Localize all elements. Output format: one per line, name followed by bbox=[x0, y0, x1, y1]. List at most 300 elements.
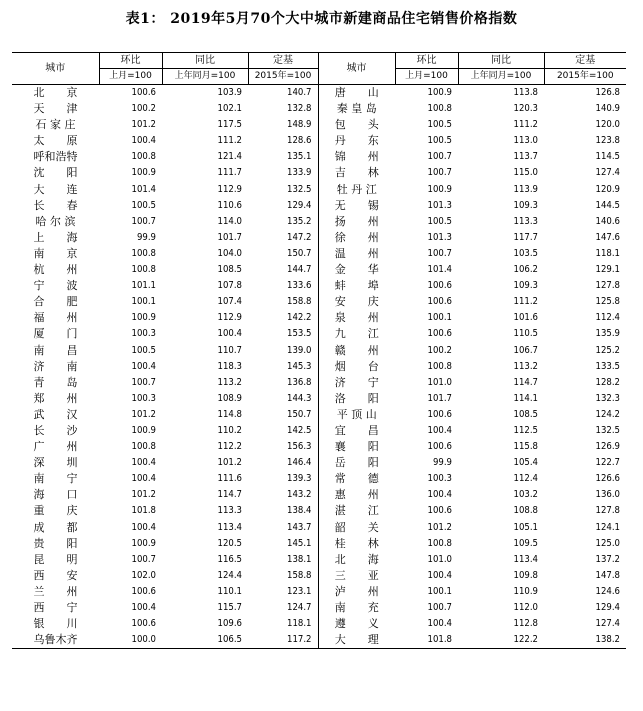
cell-base-left: 150.7 bbox=[287, 408, 312, 420]
cell-base-right: 118.1 bbox=[595, 247, 620, 259]
cell-city-left: 沈 阳 bbox=[33, 166, 78, 180]
cell-city-left: 合 肥 bbox=[33, 295, 78, 309]
cell-yoy-left: 113.3 bbox=[217, 505, 242, 517]
cell-mom-left: 100.5 bbox=[131, 344, 156, 356]
cell-city-left: 宁 波 bbox=[33, 279, 78, 293]
cell-yoy-right: 113.3 bbox=[513, 215, 538, 227]
header-mom-sub-left: 上月=100 bbox=[99, 69, 162, 85]
cell-yoy-right: 115.8 bbox=[513, 441, 538, 453]
cell-yoy-left: 107.8 bbox=[217, 280, 242, 292]
table-row bbox=[12, 552, 626, 568]
cell-base-left: 140.7 bbox=[287, 87, 312, 98]
cell-yoy-left: 108.9 bbox=[217, 392, 242, 404]
cell-mom-right: 101.0 bbox=[427, 376, 452, 388]
table-row bbox=[12, 439, 626, 455]
cell-yoy-right: 114.1 bbox=[513, 392, 538, 404]
cell-city-left: 大 连 bbox=[33, 182, 78, 196]
cell-mom-left: 100.3 bbox=[131, 328, 156, 340]
table-row bbox=[12, 230, 626, 246]
cell-yoy-left: 104.0 bbox=[217, 247, 242, 259]
cell-yoy-right: 108.8 bbox=[513, 505, 538, 517]
cell-mom-right: 100.6 bbox=[427, 441, 452, 453]
cell-yoy-left: 118.3 bbox=[217, 360, 242, 372]
header-yoy-left: 同比 bbox=[162, 53, 248, 69]
header-row bbox=[12, 53, 626, 69]
cell-mom-right: 100.6 bbox=[427, 505, 452, 517]
cell-base-right: 127.4 bbox=[595, 167, 620, 179]
cell-city-left: 郑 州 bbox=[33, 391, 78, 405]
cell-yoy-left: 110.2 bbox=[217, 424, 242, 436]
cell-base-right: 123.8 bbox=[595, 135, 620, 147]
cell-base-left: 132.5 bbox=[287, 183, 312, 195]
cell-base-left: 158.8 bbox=[287, 296, 312, 308]
cell-city-left: 杭 州 bbox=[33, 263, 78, 277]
header-base-left: 定基 bbox=[248, 53, 318, 69]
cell-mom-right: 100.6 bbox=[427, 280, 452, 292]
cell-city-left: 武 汉 bbox=[33, 407, 78, 421]
cell-base-left: 128.6 bbox=[287, 135, 312, 147]
cell-yoy-left: 100.4 bbox=[217, 328, 242, 340]
cell-mom-right: 100.4 bbox=[427, 618, 452, 630]
cell-mom-right: 100.4 bbox=[427, 569, 452, 581]
cell-city-right: 洛 阳 bbox=[318, 391, 395, 407]
cell-city-left: 哈 尔 滨 bbox=[35, 214, 76, 228]
cell-mom-left: 102.0 bbox=[131, 569, 156, 581]
cell-yoy-left: 110.1 bbox=[217, 585, 242, 597]
cell-yoy-left: 108.5 bbox=[217, 264, 242, 276]
cell-yoy-left: 103.9 bbox=[217, 87, 242, 98]
cell-mom-left: 100.4 bbox=[131, 457, 156, 469]
cell-yoy-right: 122.2 bbox=[458, 632, 544, 649]
table-row bbox=[12, 520, 626, 536]
cell-mom-right: 100.8 bbox=[427, 537, 452, 549]
cell-city-right: 惠 州 bbox=[318, 487, 395, 503]
cell-mom-right: 101.3 bbox=[427, 231, 452, 243]
header-city-left: 城市 bbox=[12, 53, 99, 85]
cell-base-right: 128.2 bbox=[595, 376, 620, 388]
cell-yoy-right: 110.5 bbox=[513, 328, 538, 340]
cell-yoy-right: 113.9 bbox=[513, 183, 538, 195]
table-row bbox=[12, 165, 626, 181]
table-row bbox=[12, 471, 626, 487]
cell-base-left: 118.1 bbox=[287, 618, 312, 630]
cell-mom-right: 100.4 bbox=[427, 489, 452, 501]
cell-mom-left: 100.9 bbox=[131, 424, 156, 436]
cell-city-right: 大 理 bbox=[318, 632, 395, 649]
cell-base-left: 123.1 bbox=[287, 585, 312, 597]
table-row bbox=[12, 407, 626, 423]
cell-base-right: 120.9 bbox=[595, 183, 620, 195]
table-row bbox=[12, 326, 626, 342]
cell-base-left: 135.2 bbox=[287, 215, 312, 227]
cell-yoy-right: 113.7 bbox=[513, 151, 538, 163]
cell-base-right: 127.8 bbox=[595, 280, 620, 292]
price-index-table bbox=[12, 52, 626, 649]
cell-base-right: 147.6 bbox=[595, 231, 620, 243]
cell-city-right: 岳 阳 bbox=[318, 455, 395, 471]
cell-mom-right: 101.7 bbox=[427, 392, 452, 404]
cell-yoy-right: 114.7 bbox=[513, 376, 538, 388]
cell-mom-left: 100.3 bbox=[131, 392, 156, 404]
cell-city-right: 温 州 bbox=[318, 246, 395, 262]
cell-base-right: 135.9 bbox=[595, 328, 620, 340]
cell-city-right: 泸 州 bbox=[318, 584, 395, 600]
cell-base-left: 138.1 bbox=[287, 553, 312, 565]
cell-mom-right: 100.7 bbox=[427, 247, 452, 259]
table-row bbox=[12, 101, 626, 117]
cell-yoy-left: 111.7 bbox=[217, 167, 242, 179]
cell-yoy-left: 110.7 bbox=[217, 344, 242, 356]
cell-mom-right: 101.4 bbox=[427, 264, 452, 276]
table-row bbox=[12, 536, 626, 552]
cell-city-left: 成 都 bbox=[33, 520, 78, 534]
cell-yoy-left: 114.0 bbox=[217, 215, 242, 227]
cell-mom-left: 101.4 bbox=[131, 183, 156, 195]
cell-mom-left: 100.7 bbox=[131, 553, 156, 565]
cell-yoy-right: 112.8 bbox=[513, 618, 538, 630]
cell-yoy-left: 111.6 bbox=[217, 473, 242, 485]
cell-city-left: 西 宁 bbox=[33, 601, 78, 614]
cell-base-right: 124.2 bbox=[595, 408, 620, 420]
cell-mom-left: 100.4 bbox=[131, 135, 156, 147]
cell-city-left: 济 南 bbox=[33, 359, 78, 373]
cell-mom-right: 101.2 bbox=[427, 521, 452, 533]
cell-base-left: 139.0 bbox=[287, 344, 312, 356]
cell-mom-right: 100.6 bbox=[427, 408, 452, 420]
cell-base-right: 127.4 bbox=[595, 618, 620, 630]
cell-yoy-right: 105.4 bbox=[513, 457, 538, 469]
cell-mom-right: 100.4 bbox=[427, 424, 452, 436]
table-row bbox=[12, 568, 626, 584]
header-base-sub-left: 2015年=100 bbox=[248, 69, 318, 85]
cell-base-right: 129.1 bbox=[595, 264, 620, 276]
table-title: 表1： 2019年5月70个大中城市新建商品住宅销售价格指数 bbox=[125, 11, 518, 27]
table-row bbox=[12, 198, 626, 214]
cell-mom-left: 100.5 bbox=[131, 199, 156, 211]
cell-yoy-left: 107.4 bbox=[217, 296, 242, 308]
cell-city-left: 天 津 bbox=[33, 102, 78, 116]
cell-yoy-right: 103.2 bbox=[513, 489, 538, 501]
cell-base-left: 142.5 bbox=[287, 424, 312, 436]
cell-city-left: 乌鲁木齐 bbox=[12, 632, 99, 649]
cell-yoy-right: 112.0 bbox=[513, 602, 538, 613]
table-row bbox=[12, 503, 626, 519]
cell-mom-left: 101.8 bbox=[131, 505, 156, 517]
cell-mom-left: 99.9 bbox=[136, 231, 156, 243]
cell-city-right: 赣 州 bbox=[318, 343, 395, 359]
cell-yoy-left: 112.2 bbox=[217, 441, 242, 453]
table-row bbox=[12, 246, 626, 262]
cell-yoy-left: 101.7 bbox=[217, 231, 242, 243]
cell-base-right: 112.4 bbox=[595, 312, 620, 324]
cell-base-right: 114.5 bbox=[595, 151, 620, 163]
cell-city-left: 昆 明 bbox=[33, 552, 78, 566]
cell-mom-right: 100.2 bbox=[427, 344, 452, 356]
header-base-right: 定基 bbox=[544, 53, 626, 69]
cell-yoy-left: 110.6 bbox=[217, 199, 242, 211]
cell-mom-left: 101.1 bbox=[131, 280, 156, 292]
cell-base-right: 133.5 bbox=[595, 360, 620, 372]
cell-city-left: 上 海 bbox=[33, 230, 78, 244]
cell-base-left: 153.5 bbox=[287, 328, 312, 340]
table-row bbox=[12, 600, 626, 616]
cell-city-left: 广 州 bbox=[33, 440, 78, 454]
cell-mom-right: 99.9 bbox=[432, 457, 452, 469]
cell-city-left: 厦 门 bbox=[33, 327, 78, 341]
cell-mom-left: 100.9 bbox=[131, 167, 156, 179]
cell-yoy-left: 112.9 bbox=[217, 312, 242, 324]
cell-city-left: 北 京 bbox=[33, 86, 78, 99]
table-row bbox=[12, 632, 626, 649]
cell-mom-right: 100.7 bbox=[427, 167, 452, 179]
cell-base-right: 132.5 bbox=[595, 424, 620, 436]
cell-base-right: 120.0 bbox=[595, 119, 620, 131]
cell-yoy-left: 124.4 bbox=[217, 569, 242, 581]
cell-city-right: 烟 台 bbox=[318, 359, 395, 375]
cell-city-left: 西 安 bbox=[33, 568, 78, 582]
cell-yoy-right: 110.9 bbox=[513, 585, 538, 597]
cell-base-left: 135.1 bbox=[287, 151, 312, 163]
cell-city-right: 吉 林 bbox=[318, 165, 395, 181]
cell-city-left: 重 庆 bbox=[33, 504, 78, 518]
cell-base-right: 125.2 bbox=[595, 344, 620, 356]
table-row bbox=[12, 133, 626, 149]
cell-yoy-left: 115.7 bbox=[217, 602, 242, 613]
cell-mom-right: 100.7 bbox=[427, 602, 452, 613]
header-city-right: 城市 bbox=[318, 53, 395, 85]
cell-mom-left: 100.4 bbox=[131, 360, 156, 372]
cell-base-left: 136.8 bbox=[287, 376, 312, 388]
table-row bbox=[12, 423, 626, 439]
table-row bbox=[12, 294, 626, 310]
cell-city-right: 三 亚 bbox=[318, 568, 395, 584]
header-mom-sub-right: 上月=100 bbox=[395, 69, 458, 85]
cell-base-right: 125.0 bbox=[595, 537, 620, 549]
cell-yoy-left: 112.9 bbox=[217, 183, 242, 195]
cell-city-right: 唐 山 bbox=[318, 85, 395, 102]
cell-yoy-left: 116.5 bbox=[217, 553, 242, 565]
cell-yoy-left: 114.8 bbox=[217, 408, 242, 420]
cell-base-left: 139.3 bbox=[287, 473, 312, 485]
header-yoy-right: 同比 bbox=[458, 53, 544, 69]
cell-mom-left: 100.4 bbox=[131, 473, 156, 485]
cell-base-right: 124.1 bbox=[595, 521, 620, 533]
cell-city-right: 南 充 bbox=[318, 600, 395, 616]
cell-base-left: 132.8 bbox=[287, 103, 312, 115]
cell-yoy-left: 106.5 bbox=[162, 632, 248, 649]
cell-base-left: 133.6 bbox=[287, 280, 312, 292]
cell-base-right: 126.8 bbox=[595, 87, 620, 98]
cell-yoy-right: 109.5 bbox=[513, 537, 538, 549]
cell-city-left: 银 川 bbox=[33, 617, 78, 631]
cell-city-right: 韶 关 bbox=[318, 520, 395, 536]
cell-city-right: 襄 阳 bbox=[318, 439, 395, 455]
cell-city-right: 常 德 bbox=[318, 471, 395, 487]
table-row bbox=[12, 391, 626, 407]
cell-city-left: 海 口 bbox=[33, 488, 78, 502]
cell-city-left: 深 圳 bbox=[33, 456, 78, 470]
cell-yoy-left: 101.2 bbox=[217, 457, 242, 469]
cell-city-left: 青 岛 bbox=[33, 375, 78, 389]
cell-yoy-right: 112.5 bbox=[513, 424, 538, 436]
cell-base-left: 148.9 bbox=[287, 119, 312, 131]
cell-mom-left: 100.8 bbox=[131, 264, 156, 276]
cell-yoy-left: 109.6 bbox=[217, 618, 242, 630]
cell-city-left: 南 京 bbox=[33, 246, 78, 260]
cell-mom-left: 100.9 bbox=[131, 312, 156, 324]
cell-city-left: 太 原 bbox=[33, 134, 78, 148]
cell-base-right: 126.6 bbox=[595, 473, 620, 485]
table-row bbox=[12, 343, 626, 359]
cell-mom-right: 100.8 bbox=[427, 103, 452, 115]
cell-mom-right: 100.6 bbox=[427, 328, 452, 340]
cell-city-right: 包 头 bbox=[318, 117, 395, 133]
cell-mom-left: 100.1 bbox=[131, 296, 156, 308]
cell-yoy-right: 115.0 bbox=[513, 167, 538, 179]
cell-mom-right: 100.1 bbox=[427, 312, 452, 324]
cell-mom-left: 100.8 bbox=[131, 441, 156, 453]
cell-mom-left: 100.8 bbox=[131, 247, 156, 259]
cell-city-right: 丹 东 bbox=[318, 133, 395, 149]
cell-yoy-right: 113.8 bbox=[513, 87, 538, 98]
cell-city-right: 平 顶 山 bbox=[318, 407, 395, 423]
cell-base-left: 150.7 bbox=[287, 247, 312, 259]
cell-mom-right: 100.5 bbox=[427, 119, 452, 131]
cell-city-left: 兰 州 bbox=[33, 584, 78, 598]
cell-mom-left: 101.2 bbox=[131, 119, 156, 131]
cell-base-left: 144.3 bbox=[287, 392, 312, 404]
cell-yoy-right: 109.3 bbox=[513, 280, 538, 292]
cell-city-right: 济 宁 bbox=[318, 375, 395, 391]
cell-base-left: 146.4 bbox=[287, 457, 312, 469]
cell-city-left: 呼和浩特 bbox=[33, 150, 78, 164]
table-row bbox=[12, 262, 626, 278]
cell-base-left: 156.3 bbox=[287, 441, 312, 453]
cell-base-right: 136.0 bbox=[595, 489, 620, 501]
cell-yoy-right: 106.2 bbox=[513, 264, 538, 276]
table-row bbox=[12, 487, 626, 503]
cell-yoy-right: 106.7 bbox=[513, 344, 538, 356]
cell-city-left: 石 家 庄 bbox=[35, 118, 76, 132]
cell-mom-left: 100.7 bbox=[131, 376, 156, 388]
cell-base-right: 144.5 bbox=[595, 199, 620, 211]
cell-mom-left: 100.6 bbox=[131, 87, 156, 98]
cell-base-right: 124.6 bbox=[595, 585, 620, 597]
cell-mom-right: 100.9 bbox=[427, 183, 452, 195]
cell-base-right: 137.2 bbox=[595, 553, 620, 565]
cell-city-right: 徐 州 bbox=[318, 230, 395, 246]
table-row bbox=[12, 85, 626, 102]
cell-mom-left: 100.4 bbox=[131, 602, 156, 613]
cell-city-right: 安 庆 bbox=[318, 294, 395, 310]
cell-city-right: 金 华 bbox=[318, 262, 395, 278]
cell-yoy-right: 117.7 bbox=[513, 231, 538, 243]
table-row bbox=[12, 584, 626, 600]
cell-base-right: 138.2 bbox=[544, 632, 626, 649]
cell-base-left: 145.3 bbox=[287, 360, 312, 372]
cell-base-left: 158.8 bbox=[287, 569, 312, 581]
cell-base-left: 144.7 bbox=[287, 264, 312, 276]
cell-base-left: 147.2 bbox=[287, 231, 312, 243]
table-row bbox=[12, 375, 626, 391]
cell-yoy-right: 108.5 bbox=[513, 408, 538, 420]
cell-city-right: 桂 林 bbox=[318, 536, 395, 552]
cell-mom-left: 101.2 bbox=[131, 489, 156, 501]
cell-yoy-left: 114.7 bbox=[217, 489, 242, 501]
cell-base-right: 125.8 bbox=[595, 296, 620, 308]
cell-city-right: 九 江 bbox=[318, 326, 395, 342]
cell-yoy-right: 109.3 bbox=[513, 199, 538, 211]
table-row bbox=[12, 616, 626, 632]
cell-city-right: 湛 江 bbox=[318, 503, 395, 519]
header-yoy-sub-right: 上年同月=100 bbox=[458, 69, 544, 85]
cell-city-right: 锦 州 bbox=[318, 149, 395, 165]
cell-yoy-right: 103.5 bbox=[513, 247, 538, 259]
header-yoy-sub-left: 上年同月=100 bbox=[162, 69, 248, 85]
table-row bbox=[12, 455, 626, 471]
cell-base-right: 140.6 bbox=[595, 215, 620, 227]
table-row bbox=[12, 359, 626, 375]
cell-base-left: 143.2 bbox=[287, 489, 312, 501]
cell-yoy-left: 117.5 bbox=[217, 119, 242, 131]
cell-yoy-left: 120.5 bbox=[217, 537, 242, 549]
cell-mom-right: 100.3 bbox=[427, 473, 452, 485]
cell-base-right: 122.7 bbox=[595, 457, 620, 469]
cell-yoy-right: 113.0 bbox=[513, 135, 538, 147]
cell-yoy-left: 113.4 bbox=[217, 521, 242, 533]
cell-city-right: 北 海 bbox=[318, 552, 395, 568]
cell-base-left: 129.4 bbox=[287, 199, 312, 211]
cell-mom-right: 101.0 bbox=[427, 553, 452, 565]
cell-base-left: 142.2 bbox=[287, 312, 312, 324]
table-row bbox=[12, 149, 626, 165]
cell-yoy-right: 101.6 bbox=[513, 312, 538, 324]
cell-mom-left: 101.2 bbox=[131, 408, 156, 420]
cell-city-left: 南 宁 bbox=[33, 472, 78, 486]
cell-base-right: 132.3 bbox=[595, 392, 620, 404]
cell-city-right: 无 锡 bbox=[318, 198, 395, 214]
cell-mom-left: 100.6 bbox=[131, 618, 156, 630]
cell-base-right: 147.8 bbox=[595, 569, 620, 581]
cell-city-left: 长 沙 bbox=[33, 423, 78, 437]
cell-mom-left: 100.2 bbox=[131, 103, 156, 115]
cell-mom-left: 100.9 bbox=[131, 537, 156, 549]
table-row bbox=[12, 117, 626, 133]
header-base-sub-right: 2015年=100 bbox=[544, 69, 626, 85]
cell-mom-right: 101.8 bbox=[395, 632, 458, 649]
cell-city-right: 蚌 埠 bbox=[318, 278, 395, 294]
cell-yoy-left: 102.1 bbox=[217, 103, 242, 115]
cell-yoy-right: 105.1 bbox=[513, 521, 538, 533]
cell-city-left: 南 昌 bbox=[33, 343, 78, 357]
cell-mom-right: 100.1 bbox=[427, 585, 452, 597]
cell-mom-left: 100.7 bbox=[131, 215, 156, 227]
cell-city-right: 遵 义 bbox=[318, 616, 395, 632]
header-mom-right: 环比 bbox=[395, 53, 458, 69]
cell-base-left: 124.7 bbox=[287, 602, 312, 613]
cell-city-right: 宜 昌 bbox=[318, 423, 395, 439]
cell-yoy-right: 113.4 bbox=[513, 553, 538, 565]
table-body bbox=[12, 85, 626, 649]
cell-base-left: 138.4 bbox=[287, 505, 312, 517]
cell-city-right: 扬 州 bbox=[318, 214, 395, 230]
cell-mom-right: 100.5 bbox=[427, 135, 452, 147]
cell-base-right: 126.9 bbox=[595, 441, 620, 453]
cell-mom-left: 100.0 bbox=[99, 632, 162, 649]
cell-yoy-right: 113.2 bbox=[513, 360, 538, 372]
cell-yoy-right: 111.2 bbox=[513, 296, 538, 308]
cell-yoy-right: 109.8 bbox=[513, 569, 538, 581]
